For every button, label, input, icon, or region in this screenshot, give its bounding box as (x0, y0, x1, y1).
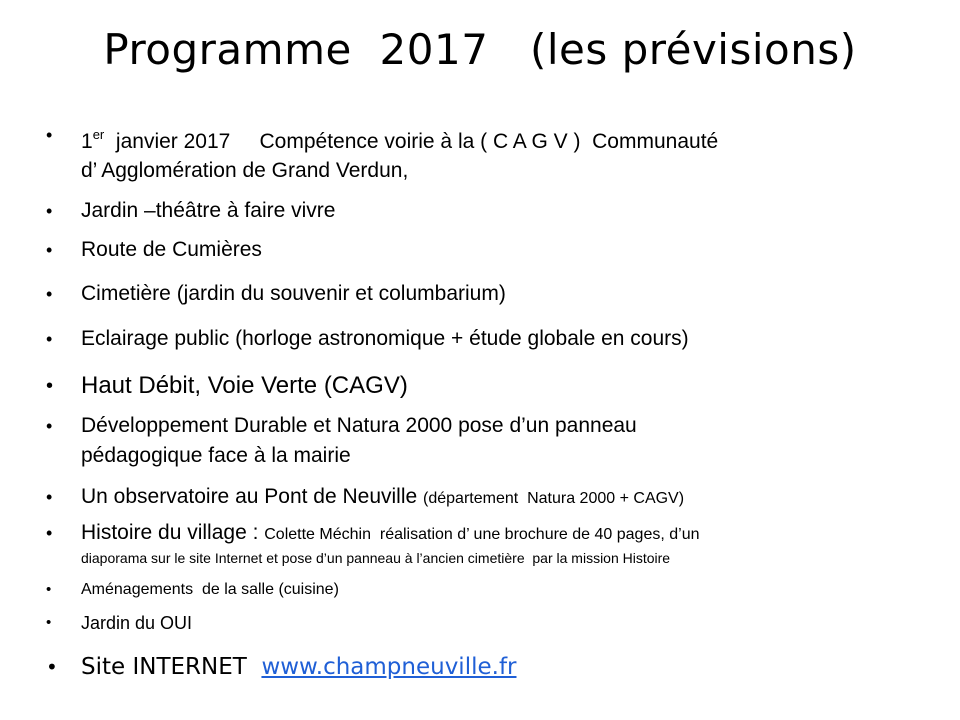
bullet: • (46, 125, 53, 145)
item-text-continued: d’ Agglomération de Grand Verdun, (81, 159, 409, 182)
item-text: Cimetière (jardin du souvenir et columbarium) (81, 282, 506, 305)
ordinal-suffix: er (92, 127, 105, 142)
bullet: • (46, 240, 53, 260)
item-number: 1 (81, 130, 93, 153)
item-text: Jardin du OUI (81, 613, 193, 633)
item-text: Jardin –théâtre à faire vivre (81, 199, 336, 222)
item-text-continued: pédagogique face à la mairie (81, 444, 351, 467)
item-note: (département Natura 2000 + CAGV) (423, 490, 685, 507)
bullet: • (46, 284, 53, 304)
item-text: Site INTERNET (81, 654, 262, 680)
item-text: Histoire du village : (81, 521, 265, 544)
item-text: Un observatoire au Pont de Neuville (81, 485, 424, 508)
bullet: • (46, 201, 53, 221)
item-text: janvier 2017 Compétence voirie à la ( C A G V ) Communauté (104, 130, 719, 153)
item-text: Route de Cumières (81, 238, 262, 261)
bullet: • (46, 416, 53, 436)
item-text: Aménagements de la salle (cuisine) (81, 581, 339, 598)
bullet: • (46, 375, 54, 397)
item-text: Eclairage public (horloge astronomique + étude globale en cours) (81, 327, 689, 350)
bullet: • (46, 487, 53, 507)
bullet: • (46, 581, 52, 598)
bullet: • (46, 523, 53, 543)
website-link[interactable]: www.champneuville.fr (261, 654, 517, 680)
bullet: • (46, 655, 58, 679)
item-text: Haut Débit, Voie Verte (CAGV) (81, 372, 408, 399)
item-note: Colette Méchin réalisation d’ une brochure de 40 pages, d’un (264, 526, 700, 543)
slide-title: Programme 2017 (les prévisions) (103, 25, 857, 74)
item-text: Développement Durable et Natura 2000 pose d’un panneau (81, 414, 637, 437)
item-text-continued: diaporama sur le site Internet et pose d’un panneau à l’ancien cimetière par la mission Histoire (81, 550, 671, 566)
bullet: • (46, 329, 53, 349)
bullet: • (46, 614, 52, 631)
